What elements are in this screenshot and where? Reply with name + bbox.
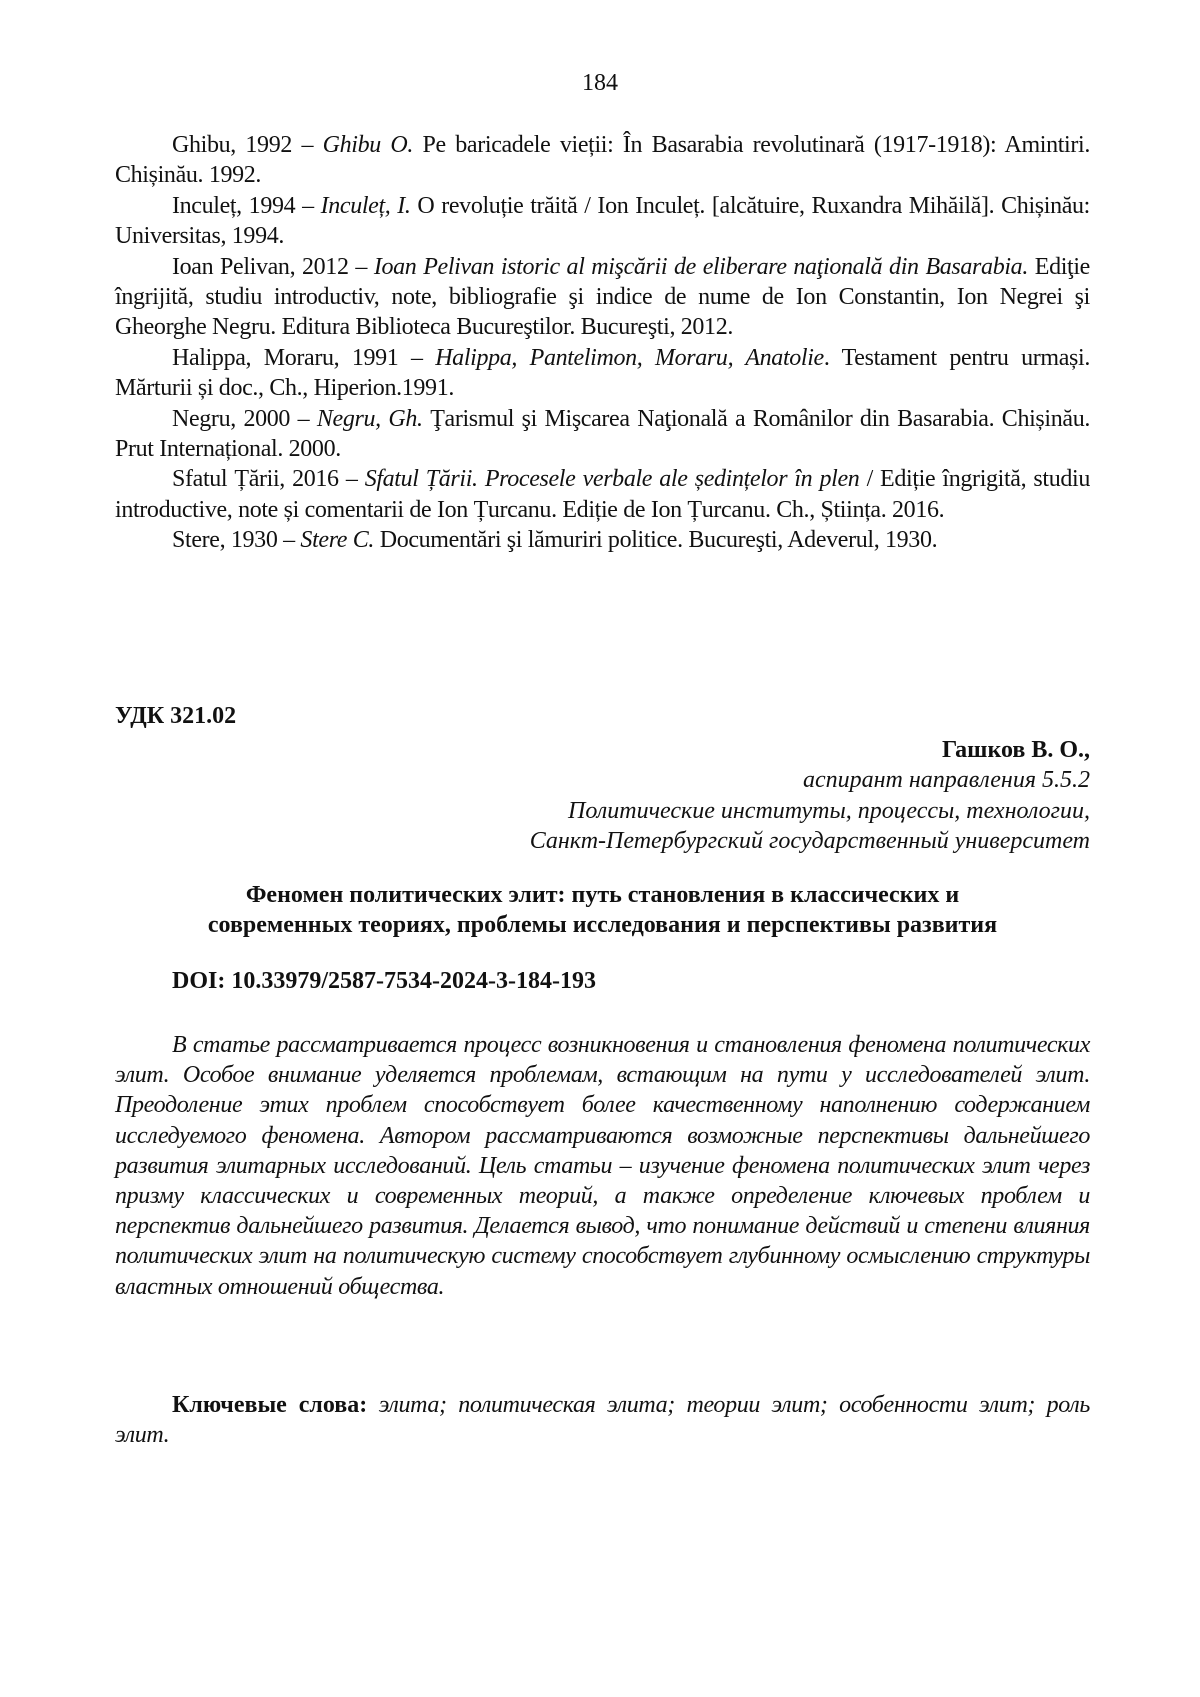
keywords: [115, 1390, 1090, 1451]
author-name: Гашков В. О.,: [530, 735, 1090, 765]
title-line: Феномен политических элит: путь становления в классических и: [115, 880, 1090, 910]
reference-item: Ghibu, 1992 – Ghibu O. Pe baricadele vieții: În Basarabia revolutinară (1917-1918): Amintiri. Chișinău. 1992.: [115, 130, 1090, 191]
title-line: современных теориях, проблемы исследования и перспективы развития: [115, 910, 1090, 940]
abstract: [115, 1030, 1090, 1302]
abstract-text: В статье рассматривается процесс возникновения и становления феномена политических элит. Особое внимание уделяется проблемам, встающим на пути у исследователей элит. Преодоление этих проблем способствует более качественному наполнению содержанием исследуемого феномена. Автором рассматриваются возможные перспективы дальнейшего развития элитарных исследований. Цель статьи – изучение феномена политических элит через призму классических и современных теорий, а также определение ключевых проблем и перспектив дальнейшего развития. Делается вывод, что понимание действий и степени влияния политических элит на политическую систему способствует глубинному осмыслению структуры властных отношений общества.: [115, 1030, 1090, 1302]
keywords-label: Ключевые слова:: [172, 1392, 367, 1418]
author-specialty: Политические институты, процессы, технологии,: [530, 796, 1090, 826]
reference-item: Negru, 2000 – Negru, Gh. Ţarismul şi Mişcarea Naţională a Românilor din Basarabia. Chișinău. Prut Internațional. 2000.: [115, 404, 1090, 465]
author-block: [530, 735, 1090, 857]
doi: DOI: 10.33979/2587-7534-2024-3-184-193: [172, 968, 596, 995]
reference-item: Inculeț, 1994 – Inculeț, I. O revoluție trăită / Ion Inculeț. [alcătuire, Ruxandra Mihăilă]. Chișinău: Universitas, 1994.: [115, 191, 1090, 252]
reference-item: Sfatul Țării, 2016 – Sfatul Țării. Procesele verbale ale ședințelor în plen / Ediție îngrigită, studiu introductive, note și comentarii de Ion Țurcanu. Ediție de Ion Țurcanu. Ch., Știința. 2016.: [115, 464, 1090, 525]
article-title: [115, 880, 1090, 941]
udk-code: УДК 321.02: [115, 703, 236, 730]
keywords-text: элита; политическая элита; теории элит; особенности элит; роль элит.: [115, 1392, 1090, 1448]
author-affiliation: Санкт-Петербургский государственный университет: [530, 826, 1090, 856]
reference-list: [115, 130, 1090, 556]
reference-item: Ioan Pelivan, 2012 – Ioan Pelivan istoric al mişcării de eliberare naţională din Basarabia. Ediţie îngrijită, studiu introductiv, note, bibliografie şi indice de nume de Ion Constantin, Ion Negrei şi Gheorghe Negru. Editura Biblioteca Bucureştilor. Bucureşti, 2012.: [115, 252, 1090, 343]
reference-item: Halippa, Moraru, 1991 – Halippa, Pantelimon, Moraru, Anatolie. Testament pentru urmași. Mărturii și doc., Ch., Hiperion.1991.: [115, 343, 1090, 404]
page-number: 184: [0, 70, 1200, 97]
reference-item: Stere, 1930 – Stere C. Documentări şi lămuriri politice. Bucureşti, Adeverul, 1930.: [115, 525, 1090, 555]
author-position: аспирант направления 5.5.2: [530, 765, 1090, 795]
